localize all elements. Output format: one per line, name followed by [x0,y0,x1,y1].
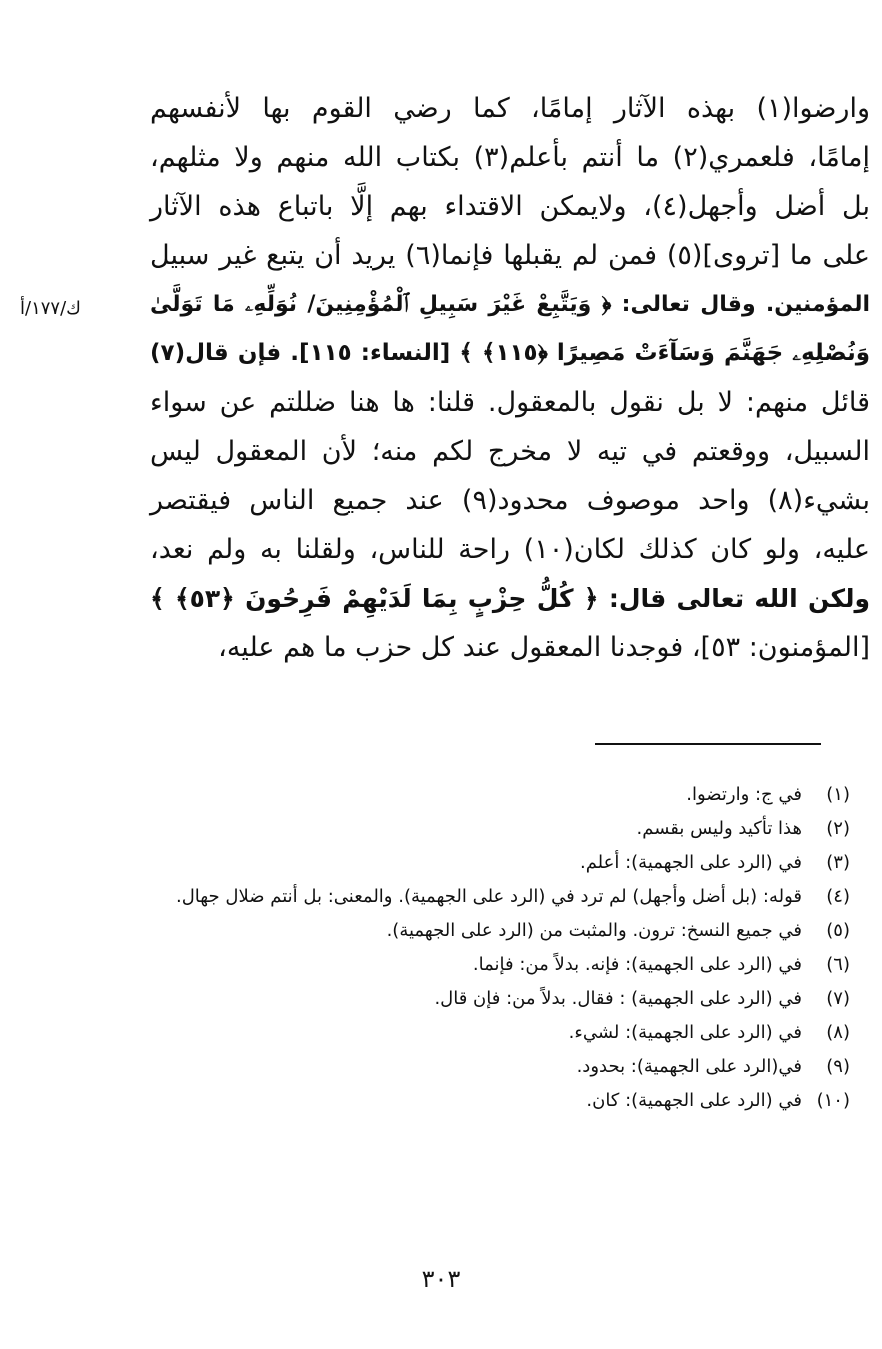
main-line-4: على ما [تروى](٥) فمن لم يقبلها فإنما(٦) يريد أن يتبع غير سبيل [150,240,871,271]
page-number: ٣٠٣ [421,1265,461,1293]
main-line-8: السبيل، ووقعتم في تيه لا مخرج لكم منه؛ لأن المعقول ليس [150,436,870,467]
footnote-text: في (الرد على الجهمية): لشيء. [568,1022,802,1043]
footnote-number: (٩) [826,1056,850,1077]
footnote-number: (١) [826,784,850,805]
footnote-number: (٥) [826,920,850,941]
main-line-7: قائل منهم: لا بل نقول بالمعقول. قلنا: ها هنا ضللتم عن سواء [150,387,870,418]
footnote-1 [150,778,850,812]
footnote-number: (٧) [826,988,850,1009]
footnote-2 [150,812,850,846]
main-text-block [150,84,870,672]
main-line-6: وَنُصْلِهِۦ جَهَنَّمَ وَسَآءَتْ مَصِيرًا ﴿١١٥﴾ ﴾ [النساء: ١١٥]. فإن قال(٧) [150,340,871,366]
footnote-number: (٢) [826,818,850,839]
footnote-6 [150,948,850,982]
footnote-text: في (الرد على الجهمية) : فقال. بدلاً من: فإن قال. [434,988,802,1009]
main-line-12: [المؤمنون: ٥٣]، فوجدنا المعقول عند كل حزب ما هم عليه، [218,632,870,663]
footnote-4 [150,880,850,914]
footnote-text: في جميع النسخ: ترون. والمثبت من (الرد على الجهمية). [386,920,802,941]
footnote-9 [150,1050,850,1084]
footnote-number: (٨) [826,1022,850,1043]
footnote-text: هذا تأكيد وليس بقسم. [636,818,802,839]
main-line-9: بشيء(٨) واحد موصوف محدود(٩) عند جميع الناس فيقتصر [150,485,870,516]
footnotes [150,778,850,1118]
footnote-7 [150,982,850,1016]
footnote-10 [150,1084,850,1118]
main-line-2: إمامًا، فلعمري(٢) ما أنتم بأعلم(٣) بكتاب الله منهم ولا مثلهم، [150,142,870,173]
main-line-3: بل أضل وأجهل(٤)، ولايمكن الاقتداء بهم إلَّا باتباع هذه الآثار [150,191,870,222]
footnote-number: (٣) [826,852,850,873]
footnote-text: في (الرد على الجهمية): أعلم. [579,852,802,873]
main-line-5: المؤمنين. وقال تعالى: ﴿ وَيَتَّبِعْ غَيْرَ سَبِيلِ ٱلْمُؤْمِنِينَ/ نُوَلِّهِۦ مَا تَوَلَّىٰ [150,292,870,317]
footnote-5 [150,914,850,948]
footnote-number: (١٠) [816,1090,850,1111]
main-line-11: ولكن الله تعالى قال: ﴿ كُلُّ حِزْبٍ بِمَا لَدَيْهِمْ فَرِحُونَ ﴿٥٣﴾ ﴾ [150,584,870,613]
footnote-text: في (الرد على الجهمية): كان. [586,1090,802,1111]
main-line-1: وارضوا(١) بهذه الآثار إمامًا، كما رضي القوم بها لأنفسهم [150,93,870,124]
footnote-text: في ج: وارتضوا. [686,784,802,805]
footnote-text: في (الرد على الجهمية): فإنه. بدلاً من: فإنما. [472,954,802,975]
footnote-8 [150,1016,850,1050]
footnote-number: (٤) [826,886,850,907]
footnote-separator [595,743,821,745]
footnote-3 [150,846,850,880]
footnote-text: في(الرد على الجهمية): بحدود. [576,1056,802,1077]
manuscript-margin-note: ك/١٧٧/أ [20,298,81,319]
main-line-10: عليه، ولو كان كذلك لكان(١٠) راحة للناس، ولقلنا به ولم نعد، [150,534,870,565]
footnote-number: (٦) [826,954,850,975]
footnote-text: قوله: (بل أضل وأجهل) لم ترد في (الرد على الجهمية). والمعنى: بل أنتم ضلال جهال. [175,886,802,907]
